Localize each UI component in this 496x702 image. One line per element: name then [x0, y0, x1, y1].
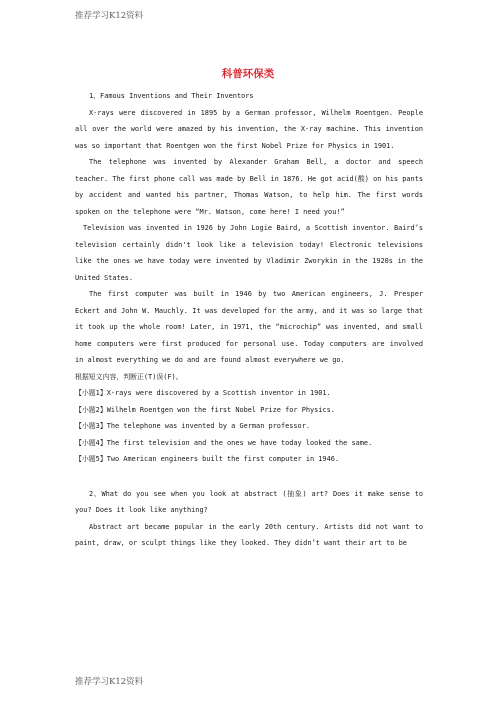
question-item: 【小题5】Two American engineers built the first computer in 1946.	[75, 455, 340, 463]
passage-2-paragraph: Abstract art became popular in the early 20th century. Artists did not want to paint, draw, or sculpt things like they looked. They didn’t want their art to be	[75, 522, 423, 547]
document-body	[75, 88, 423, 552]
section-spacer	[75, 468, 423, 486]
page-header-note: 推荐学习K12资料	[75, 11, 144, 21]
question-item: 【小题3】The telephone was invented by a German professor.	[75, 422, 310, 430]
passage-1-paragraph: The first computer was built in 1946 by two American engineers, J. Presper Eckert and John W. Mauchly. It was developed for the army, and it was so large that it took up the whole room! Later, in 1971, the “microchip” was invented, and small home computers were first produced for personal use. Today computers are involved in almost everything we do and are found almost everywhere we go.	[75, 290, 423, 364]
question-item: 【小题2】Wilhelm Roentgen won the first Nobel Prize for Physics.	[75, 405, 335, 414]
question-item: 【小题1】X-rays were discovered by a Scottish inventor in 1901.	[75, 389, 331, 397]
page-footer-note: 推荐学习K12资料	[75, 677, 144, 687]
passage-1-paragraph: The telephone was invented by Alexander Graham Bell, a doctor and speech teacher. The first phone call was made by Bell in 1876. He got acid(酸) on his pants by accident and wanted his partner, Thomas Watson, to help him. The first words spoken on the telephone were “Mr. Watson, come here! I need you!”	[75, 158, 423, 216]
question-item: 【小题4】The first television and the ones we have today looked the same.	[75, 438, 373, 447]
passage-1-paragraph: Television was invented in 1926 by John Logie Baird, a Scottish inventor. Baird’s television certainly didn't look like a television today! Electronic televisions like the ones we have today were invented by Vladimir Zworykin in the 1920s in the United States.	[75, 224, 423, 282]
passage-1-paragraph: X-rays were discovered in 1895 by a German professor, Wilhelm Roentgen. People all over the world were amazed by his invention, the X-ray machine. This invention was so important that Roentgen won the first Nobel Prize for Physics in 1901.	[75, 108, 423, 150]
instruction-text: 根据短文内容，判断正(T)误(F)。	[75, 372, 183, 381]
passage-1-heading: 1、Famous Inventions and Their Inventors	[89, 92, 254, 100]
page-title: 科普环保类	[221, 68, 275, 80]
passage-2-paragraph: 2、What do you see when you look at abstract (抽象) art? Does it make sense to you? Does it look like anything?	[75, 489, 423, 514]
